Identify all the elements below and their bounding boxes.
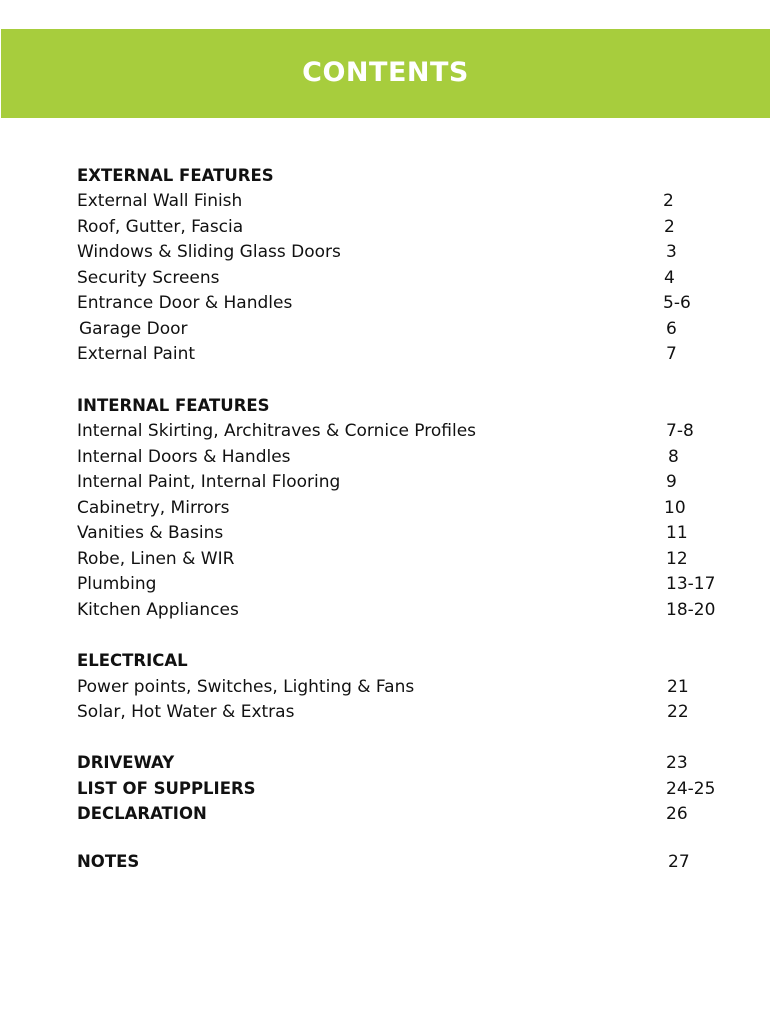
toc-entry-label: Internal Skirting, Architraves & Cornice Profiles	[77, 421, 477, 441]
toc-entry-page: 6	[666, 319, 677, 339]
toc-entry	[77, 215, 737, 239]
toc-entry-label: Robe, Linen & WIR	[77, 549, 235, 569]
toc-entry-list-of-suppliers	[77, 777, 737, 801]
toc-entry-page: 11	[666, 523, 688, 543]
toc-entry	[77, 240, 737, 264]
toc-entry-page: 23	[666, 753, 688, 773]
toc-entry-page: 27	[668, 852, 690, 872]
section-heading-label: INTERNAL FEATURES	[77, 396, 270, 415]
toc-entry	[77, 572, 737, 596]
section-heading-electrical	[77, 649, 737, 673]
contents-banner	[1, 29, 770, 118]
toc-entry-label: Windows & Sliding Glass Doors	[77, 242, 341, 262]
toc-entry	[77, 598, 737, 622]
toc-entry-page: 13-17	[666, 574, 716, 594]
toc-entry	[77, 445, 737, 469]
section-heading-label: DECLARATION	[77, 804, 207, 823]
toc-entry-page: 2	[663, 191, 674, 211]
toc-entry	[77, 291, 737, 315]
toc-entry-label: Security Screens	[77, 268, 220, 288]
toc-entry-page: 21	[667, 677, 689, 697]
toc-entry-label: External Paint	[77, 344, 196, 364]
toc-entry-page: 4	[664, 268, 675, 288]
toc-entry	[77, 470, 737, 494]
section-heading-label: NOTES	[77, 852, 140, 871]
toc-entry-label: Solar, Hot Water & Extras	[77, 702, 295, 722]
toc-entry	[77, 342, 737, 366]
toc-entry	[77, 266, 737, 290]
toc-entry-label: Garage Door	[79, 319, 188, 339]
toc-entry	[77, 317, 737, 341]
toc-entry	[77, 521, 737, 545]
section-heading-label: LIST OF SUPPLIERS	[77, 779, 256, 798]
toc-entry-label: Plumbing	[77, 574, 157, 594]
toc-entry	[77, 419, 737, 443]
toc-entry	[77, 675, 737, 699]
toc-entry-label: Cabinetry, Mirrors	[77, 498, 230, 518]
page-title: CONTENTS	[302, 56, 469, 88]
toc-entry-page: 22	[667, 702, 689, 722]
toc-entry-page: 12	[666, 549, 688, 569]
toc-entry-label: Vanities & Basins	[77, 523, 224, 543]
toc-entry-label: Entrance Door & Handles	[77, 293, 293, 313]
toc-entry-page: 7-8	[666, 421, 694, 441]
toc-entry-page: 8	[668, 447, 679, 467]
toc-entry-page: 9	[666, 472, 677, 492]
toc-entry-label: Internal Paint, Internal Flooring	[77, 472, 341, 492]
toc-entry-page: 2	[664, 217, 675, 237]
section-heading-label: ELECTRICAL	[77, 651, 188, 670]
toc-entry-page: 24-25	[666, 779, 716, 799]
toc-entry-page: 3	[666, 242, 677, 262]
toc-entry	[77, 700, 737, 724]
toc-entry-label: Power points, Switches, Lighting & Fans	[77, 677, 415, 697]
toc-entry-page: 26	[666, 804, 688, 824]
toc-entry	[77, 547, 737, 571]
toc-entry-label: External Wall Finish	[77, 191, 243, 211]
toc-entry-page: 18-20	[666, 600, 716, 620]
toc-entry-label: Kitchen Appliances	[77, 600, 239, 620]
toc-entry	[77, 496, 737, 520]
toc-entry-declaration	[77, 802, 737, 826]
section-heading-label: DRIVEWAY	[77, 753, 175, 772]
toc-entry-label: Roof, Gutter, Fascia	[77, 217, 244, 237]
toc-entry-page: 5-6	[663, 293, 691, 313]
section-heading-label: EXTERNAL FEATURES	[77, 166, 274, 185]
toc-entry-notes	[77, 850, 737, 874]
toc-entry-label: Internal Doors & Handles	[77, 447, 291, 467]
toc-entry-page: 10	[664, 498, 686, 518]
toc-entry-driveway	[77, 751, 737, 775]
toc-entry-page: 7	[666, 344, 677, 364]
section-heading-internal-features	[77, 394, 737, 418]
toc-entry	[77, 189, 737, 213]
section-heading-external-features	[77, 164, 737, 188]
